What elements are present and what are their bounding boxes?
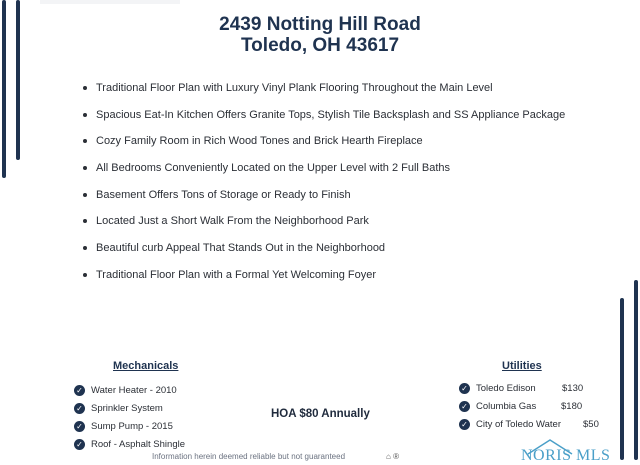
check-circle-icon: ✓ — [74, 385, 85, 396]
feature-item: All Bedrooms Conveniently Located on the Upper Level with 2 Full Baths — [78, 158, 598, 185]
utilities-heading: Utilities — [502, 360, 542, 372]
feature-item: Traditional Floor Plan with a Formal Yet Welcoming Foyer — [78, 265, 598, 292]
feature-item: Located Just a Short Walk From the Neighborhood Park — [78, 211, 598, 238]
feature-item: Traditional Floor Plan with Luxury Vinyl Plank Flooring Throughout the Main Level — [78, 78, 598, 105]
check-circle-icon: ✓ — [459, 383, 470, 394]
check-circle-icon: ✓ — [74, 439, 85, 450]
utility-amount: $50 — [583, 419, 599, 430]
mechanicals-list — [74, 384, 185, 456]
feature-list — [78, 78, 598, 292]
mls-logo: NORIS MLS — [521, 447, 611, 464]
mechanical-label: Roof - Asphalt Shingle — [91, 439, 186, 450]
accent-line-right-outer — [634, 280, 638, 460]
utility-name: Toledo Edison — [476, 383, 536, 394]
feature-item: Cozy Family Room in Rich Wood Tones and Brick Hearth Fireplace — [78, 131, 598, 158]
utility-item — [459, 418, 622, 436]
address-city: Toledo, OH 43617 — [240, 35, 400, 56]
realtor-icon: ® — [393, 452, 399, 461]
utility-amount: $130 — [562, 383, 584, 394]
mechanical-label: Sprinkler System — [91, 403, 163, 414]
utility-item — [459, 382, 622, 400]
utilities-list — [459, 382, 622, 436]
utility-name: Columbia Gas — [476, 401, 537, 412]
top-edge-shade — [40, 0, 180, 4]
check-circle-icon: ✓ — [74, 421, 85, 432]
equal-housing-icon: ⌂ — [386, 452, 391, 461]
utility-item — [459, 400, 622, 418]
feature-item: Spacious Eat-In Kitchen Offers Granite Tops, Stylish Tile Backsplash and SS Appliance Package — [78, 105, 598, 132]
check-circle-icon: ✓ — [74, 403, 85, 414]
mechanical-label: Water Heater - 2010 — [91, 385, 177, 396]
check-circle-icon: ✓ — [459, 401, 470, 412]
mechanical-item — [74, 420, 185, 438]
mechanical-item — [74, 384, 185, 402]
utility-name: City of Toledo Water — [476, 419, 562, 430]
feature-item: Basement Offers Tons of Storage or Ready to Finish — [78, 185, 598, 212]
disclaimer-text: Information herein deemed reliable but not guaranteed — [152, 452, 346, 461]
hoa-fee: HOA $80 Annually — [271, 408, 370, 420]
mechanical-item — [74, 402, 185, 420]
utility-amount: $180 — [561, 401, 583, 412]
check-circle-icon: ✓ — [459, 419, 470, 430]
mechanical-label: Sump Pump - 2015 — [91, 421, 173, 432]
feature-item: Beautiful curb Appeal That Stands Out in the Neighborhood — [78, 238, 598, 265]
address-street: 2439 Notting Hill Road — [219, 14, 421, 35]
mechanicals-heading: Mechanicals — [113, 360, 179, 372]
